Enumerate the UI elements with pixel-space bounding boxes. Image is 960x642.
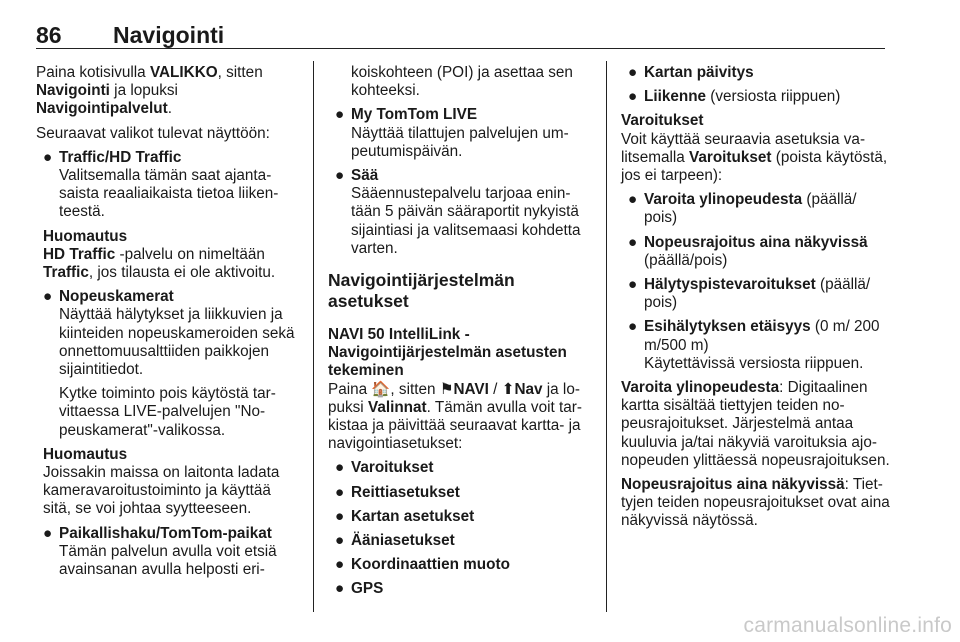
subheading: NAVI 50 IntelliLink - Navigointijärjestelmän asetusten tekeminen bbox=[328, 326, 567, 380]
column-3 bbox=[621, 64, 891, 537]
subheading: Varoitukset bbox=[621, 112, 704, 130]
list-item: ● Traffic/HD Traffic Valitsemalla tämän saat ajantasaista reaaliaikaista tietoa liikenteestä. bbox=[43, 148, 279, 221]
list-item: ● Varoitukset bbox=[335, 459, 434, 477]
list-item: ● Liikenne (versiosta riippuen) bbox=[628, 88, 841, 106]
page-header bbox=[36, 0, 885, 49]
instruction-paragraph: Paina 🏠, sitten ⚑NAVI / ⬆Nav ja lopuksi Valinnat. Tämän avulla voit tarkistaa ja päivittää seuraavat kartta- ja navigointiasetukset: bbox=[328, 380, 582, 453]
list-item: ● Varoita ylinopeudesta (päällä/ pois) bbox=[628, 191, 857, 227]
column-1 bbox=[36, 64, 301, 585]
note-box: Huomautus HD Traffic -palvelu on nimeltään Traffic, jos tilausta ei ole aktivoitu. bbox=[43, 227, 276, 282]
note-box: Huomautus Joissakin maissa on laitonta ladata kameravaroitustoiminto ja käyttää sitä, se voi johtaa syytteeseen. bbox=[43, 445, 280, 518]
lead-paragraph: Seuraavat valikot tulevat näyttöön: bbox=[36, 124, 270, 142]
list-item: ● My TomTom LIVE Näyttää tilattujen palvelujen umpeutumispäivän. bbox=[335, 106, 569, 160]
section-heading: Navigointijärjestelmän asetukset bbox=[328, 270, 515, 312]
watermark: carmanualsonline.info bbox=[743, 614, 952, 637]
list-item: ● Paikallishaku/TomTom-paikat Tämän palvelun avulla voit etsiä avainsanan avulla helposti eri- bbox=[43, 524, 277, 579]
list-item: ● Nopeusrajoitus aina näkyvissä (päällä/pois) bbox=[628, 233, 868, 269]
description-paragraph: Varoita ylinopeudesta: Digitaalinen kartta sisältää tiettyjen teiden nopeusrajoitukset. Järjestelmä antaa kuuluvia ja/tai näkyviä varoituksia ajonopeuden ylittäessä nopeusrajoituksen. bbox=[621, 379, 890, 469]
list-item: ● Sää Sääennustepalvelu tarjoaa enintään 5 päivän sääraportit nykyistä sijaintiasi ja valitsemaasi kohdetta varten. bbox=[335, 167, 581, 257]
list-item: ● Kartan asetukset bbox=[335, 507, 475, 525]
list-item: ● Esihälytyksen etäisyys (0 m/ 200 m/500 m) Käytettävissä versiosta riippuen. bbox=[628, 318, 880, 372]
column-divider bbox=[606, 61, 607, 612]
list-item-continuation: koiskohteen (POI) ja asettaa sen kohteeksi. bbox=[351, 64, 573, 100]
chapter-title: Navigointi bbox=[113, 22, 225, 48]
page-number: 86 bbox=[36, 22, 62, 48]
list-item: ● GPS bbox=[335, 580, 384, 598]
list-item: ● Hälytyspistevaroitukset (päällä/ pois) bbox=[628, 276, 871, 312]
list-item: ● Kartan päivitys bbox=[628, 64, 754, 81]
flag-icon: ⚑ bbox=[439, 380, 454, 398]
list-item: ● Nopeuskamerat Näyttää hälytykset ja liikkuvien ja kiinteiden nopeuskameroiden sekä onnettomuusalttiiden paikkojen sijaintitiedot. Kytke toiminto pois käytöstä tarvittaessa LIVE-palvelujen "Nopeuskamerat"-valikossa. bbox=[43, 288, 295, 439]
navigation-arrow-icon: ⬆ bbox=[501, 380, 515, 398]
column-divider bbox=[313, 61, 314, 612]
column-2 bbox=[328, 64, 593, 605]
home-icon: 🏠 bbox=[371, 380, 391, 398]
list-item: ● Koordinaattien muoto bbox=[335, 556, 510, 574]
list-item: ● Ääniasetukset bbox=[335, 532, 455, 550]
list-item: ● Reittiasetukset bbox=[335, 483, 460, 501]
warnings-paragraph: Voit käyttää seuraavia asetuksia valitsemalla Varoitukset (poista käytöstä, jos ei tarpeen): bbox=[621, 130, 888, 185]
description-paragraph: Nopeusrajoitus aina näkyvissä: Tiettyjen teiden nopeusrajoitukset ovat aina näkyvissä näytössä. bbox=[621, 476, 890, 530]
intro-paragraph: Paina kotisivulla VALIKKO, sitten Navigointi ja lopuksi Navigointipalvelut. bbox=[36, 64, 263, 118]
